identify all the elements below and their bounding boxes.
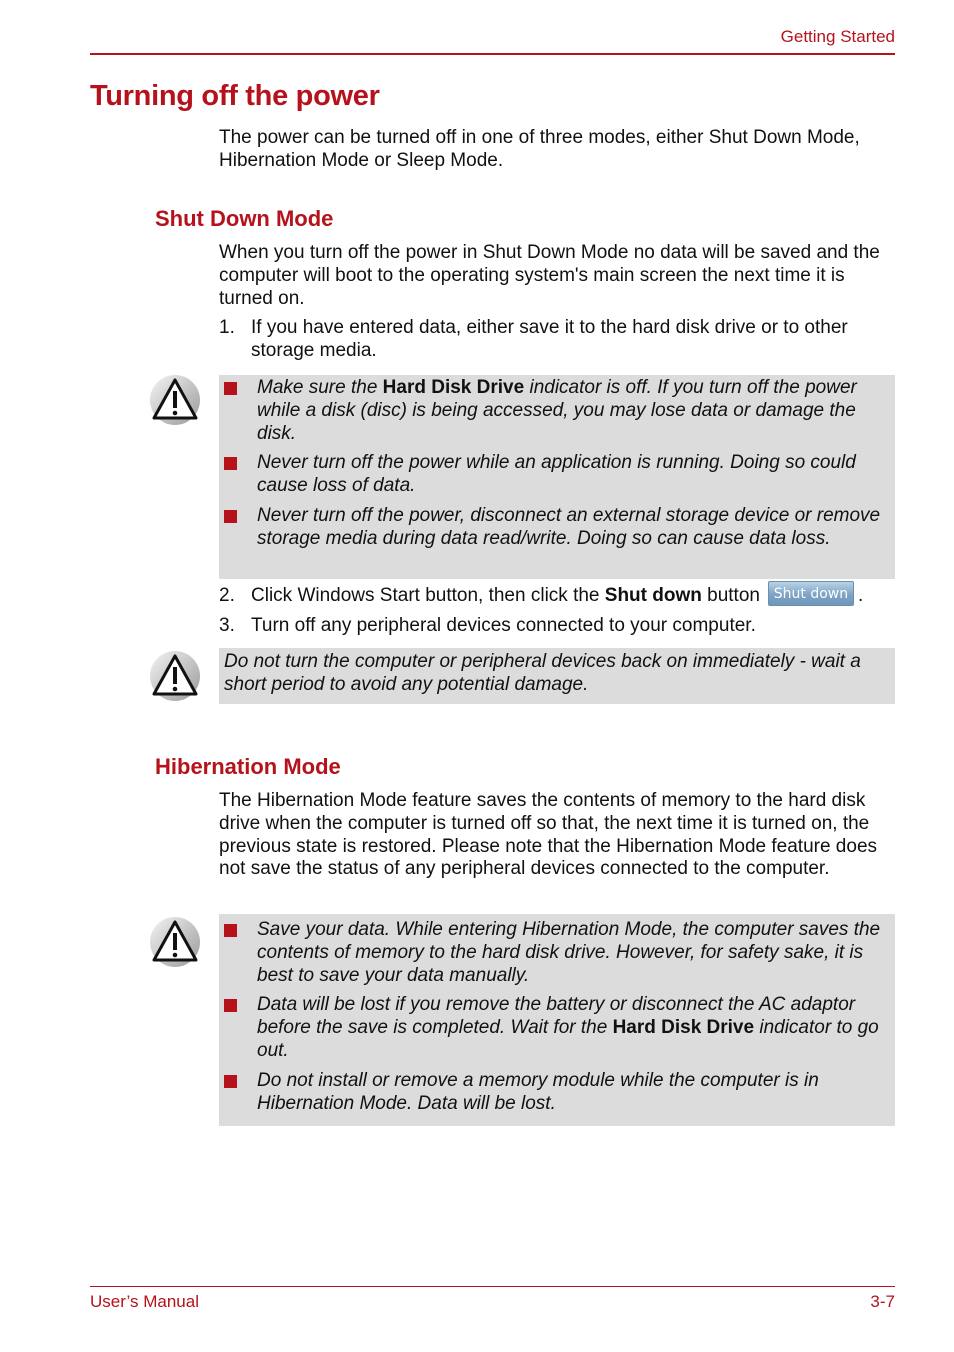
shutdown-heading: Shut Down Mode <box>155 206 334 231</box>
step-3 <box>219 615 894 638</box>
square-bullet-icon <box>224 924 237 937</box>
footer-manual-title: User’s Manual <box>90 1292 199 1311</box>
warning-triangle-icon <box>149 374 201 426</box>
caution-box-restart <box>219 648 895 704</box>
caution-item: Never turn off the power while an application is running. Doing so could cause loss of data. <box>219 452 885 498</box>
hibernation-heading: Hibernation Mode <box>155 754 341 779</box>
square-bullet-icon <box>224 457 237 470</box>
square-bullet-icon <box>224 999 237 1012</box>
caution-item: Data will be lost if you remove the battery or disconnect the AC adaptor before the save is completed. Wait for the Hard Disk Drive indicator to go out. <box>219 994 887 1062</box>
step-3-text: Turn off any peripheral devices connected to your computer. <box>251 615 756 636</box>
square-bullet-icon <box>224 382 237 395</box>
caution-item: Make sure the Hard Disk Drive indicator is off. If you turn off the power while a disk (disc) is being accessed, you may lose data or damage the disk. <box>219 377 885 445</box>
step-2-number: 2. <box>219 585 235 606</box>
step-1 <box>219 317 894 363</box>
hibernation-description: The Hibernation Mode feature saves the contents of memory to the hard disk drive when the computer is turned off so that, the next time it is turned on, the previous state is restored. Please note that the Hibernation Mode feature does not save the status of any peripheral devices connected to the computer. <box>219 790 878 880</box>
warning-triangle-icon <box>149 650 201 702</box>
caution-text: Do not turn the computer or peripheral devices back on immediately - wait a short period to avoid any potential damage. <box>224 651 861 695</box>
step-1-number: 1. <box>219 317 235 338</box>
caution-item: Do not install or remove a memory module while the computer is in Hibernation Mode. Data will be lost. <box>219 1070 887 1116</box>
square-bullet-icon <box>224 1075 237 1088</box>
caution-item: Save your data. While entering Hibernation Mode, the computer saves the contents of memory to the hard disk drive. However, for safety sake, it is best to save your data manually. <box>219 919 887 987</box>
caution-box-hibernation <box>219 914 895 1126</box>
shutdown-description: When you turn off the power in Shut Down Mode no data will be saved and the computer will boot to the operating system's main screen the next time it is turned on. <box>219 242 880 309</box>
page-title: Turning off the power <box>90 80 380 112</box>
header-rule <box>90 53 895 55</box>
page-number: 3-7 <box>870 1292 895 1311</box>
intro-paragraph: The power can be turned off in one of three modes, either Shut Down Mode, Hibernation Mode or Sleep Mode. <box>219 127 860 171</box>
square-bullet-icon <box>224 510 237 523</box>
running-header: Getting Started <box>780 27 895 46</box>
step-3-number: 3. <box>219 615 235 636</box>
footer-rule <box>90 1286 895 1287</box>
caution-box-shutdown <box>219 375 895 579</box>
step-2: 2. Click Windows Start button, then click the Shut down button Shut down . <box>219 585 894 608</box>
warning-triangle-icon <box>149 916 201 968</box>
step-1-text: If you have entered data, either save it to the hard disk drive or to other storage media. <box>251 317 848 361</box>
shut-down-button-image: Shut down <box>768 581 854 606</box>
caution-item: Never turn off the power, disconnect an external storage device or remove storage media during data read/write. Doing so can cause data loss. <box>219 505 885 551</box>
